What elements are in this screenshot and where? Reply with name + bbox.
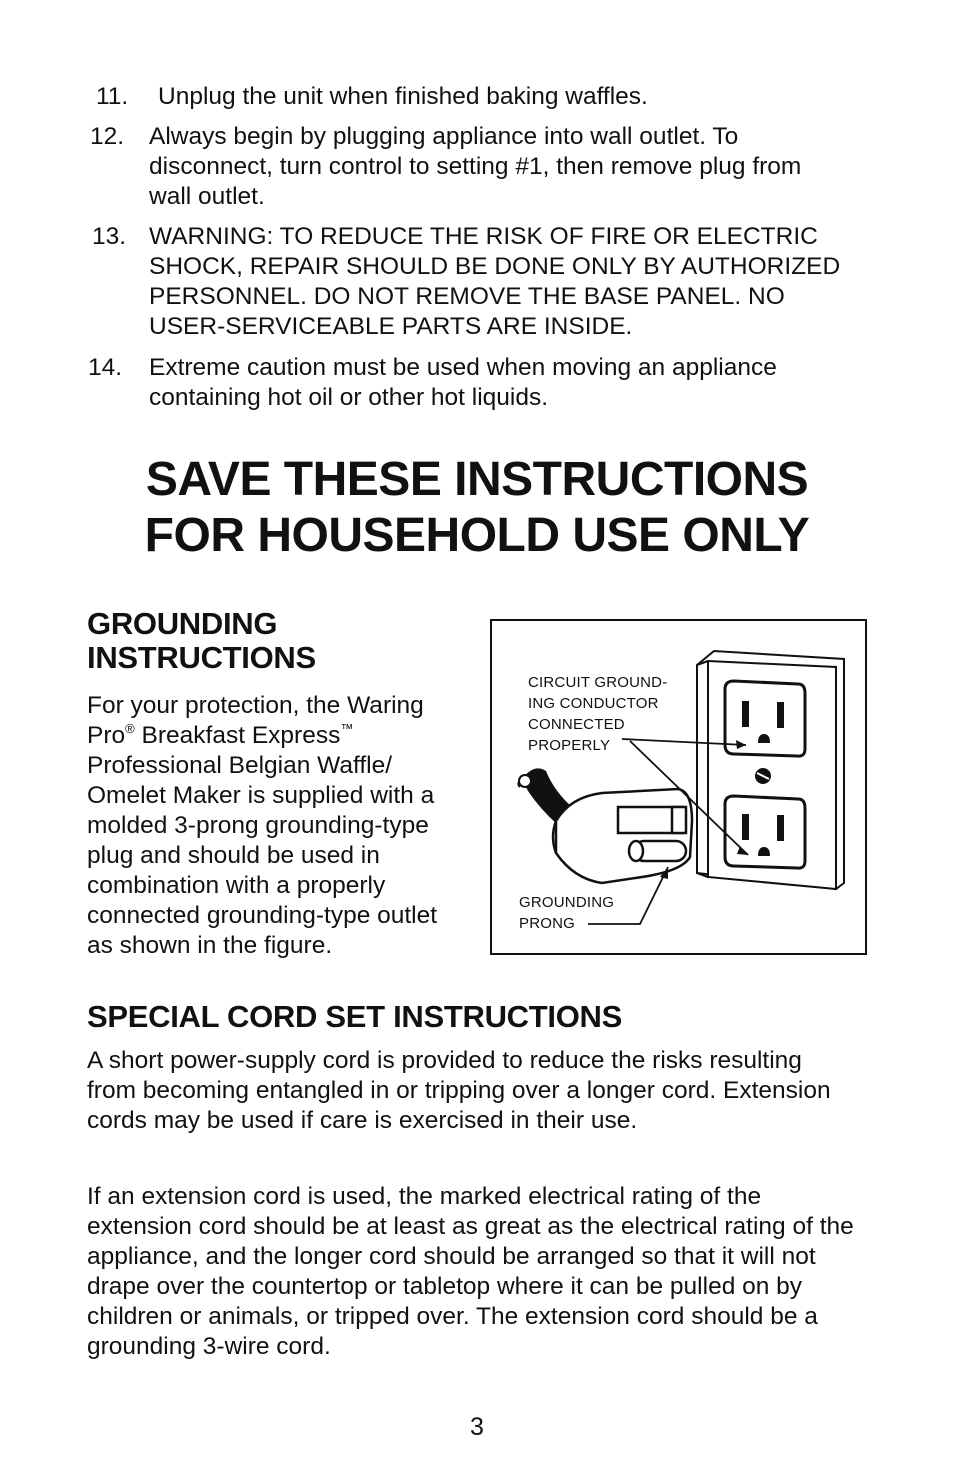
plug-body [556,789,692,883]
title-line-1: SAVE THESE INSTRUCTIONS [145,453,809,506]
item-text: Extreme caution must be used when moving an appliance containing hot oil or other hot liquids. [149,354,777,411]
grounding-heading-line-1: GROUNDING [87,606,278,641]
grounding-heading-line-2: INSTRUCTIONS [87,640,316,675]
lower-receptacle [725,796,805,868]
item-number: 12. [90,123,125,150]
save-instructions-title [0,452,954,564]
label-grounding-prong: GROUNDING PRONG [519,894,615,932]
page-number: 3 [470,1413,484,1441]
item-number: 14. [88,354,123,381]
item-text: WARNING: TO REDUCE THE RISK OF FIRE OR ELECTRIC SHOCK, REPAIR SHOULD BE DONE ONLY BY AUTHORIZED PERSONNEL. DO NOT REMOVE THE BASE PANEL. NO USER-SERVICEABLE PARTS ARE INSIDE. [149,223,841,340]
label-circuit-grounding-conductor: CIRCUIT GROUND- ING CONDUCTOR CONNECTED PROPERLY [528,674,668,754]
title-line-2: FOR HOUSEHOLD USE ONLY [144,509,810,562]
cord-heading: SPECIAL CORD SET INSTRUCTIONS [87,999,622,1034]
trademark-mark: ™ [340,721,354,736]
registered-mark: ® [125,721,135,736]
item-text: Always begin by plugging appliance into wall outlet. To disconnect, turn control to setting #1, then remove plug from wall outlet. [149,123,802,210]
item-number: 13. [92,223,127,250]
grounded-outlet-figure [490,619,867,955]
cord-paragraph-1: A short power-supply cord is provided to reduce the risks resulting from becoming entangled in or tripping over a longer cord. Extension cords may be used if care is exercised in their use. [87,1047,831,1134]
item-number: 11. [96,83,129,110]
grounding-heading [87,607,316,675]
grounding-text-2: Breakfast Express [134,722,341,749]
cord-paragraph-2: If an extension cord is used, the marked electrical rating of the extension cord should be at least as great as the electrical rating of the appliance, and the longer cord should be arranged so that it will not drape over the countertop or tabletop where it can be pulled on by children or animals, or tripped over. The extension cord should be a grounding 3-wire cord. [87,1183,854,1360]
item-text: Unplug the unit when finished baking waffles. [158,83,648,110]
grounding-text-3: Professional Belgian Waffle/ Omelet Maker is supplied with a molded 3-prong grounding-type plug and should be used in combination with a properly connected grounding-type outlet as shown in the figure. [87,752,438,959]
grounding-text-1: For your protection, the Waring Pro [87,692,424,749]
grounding-paragraph [87,691,459,961]
